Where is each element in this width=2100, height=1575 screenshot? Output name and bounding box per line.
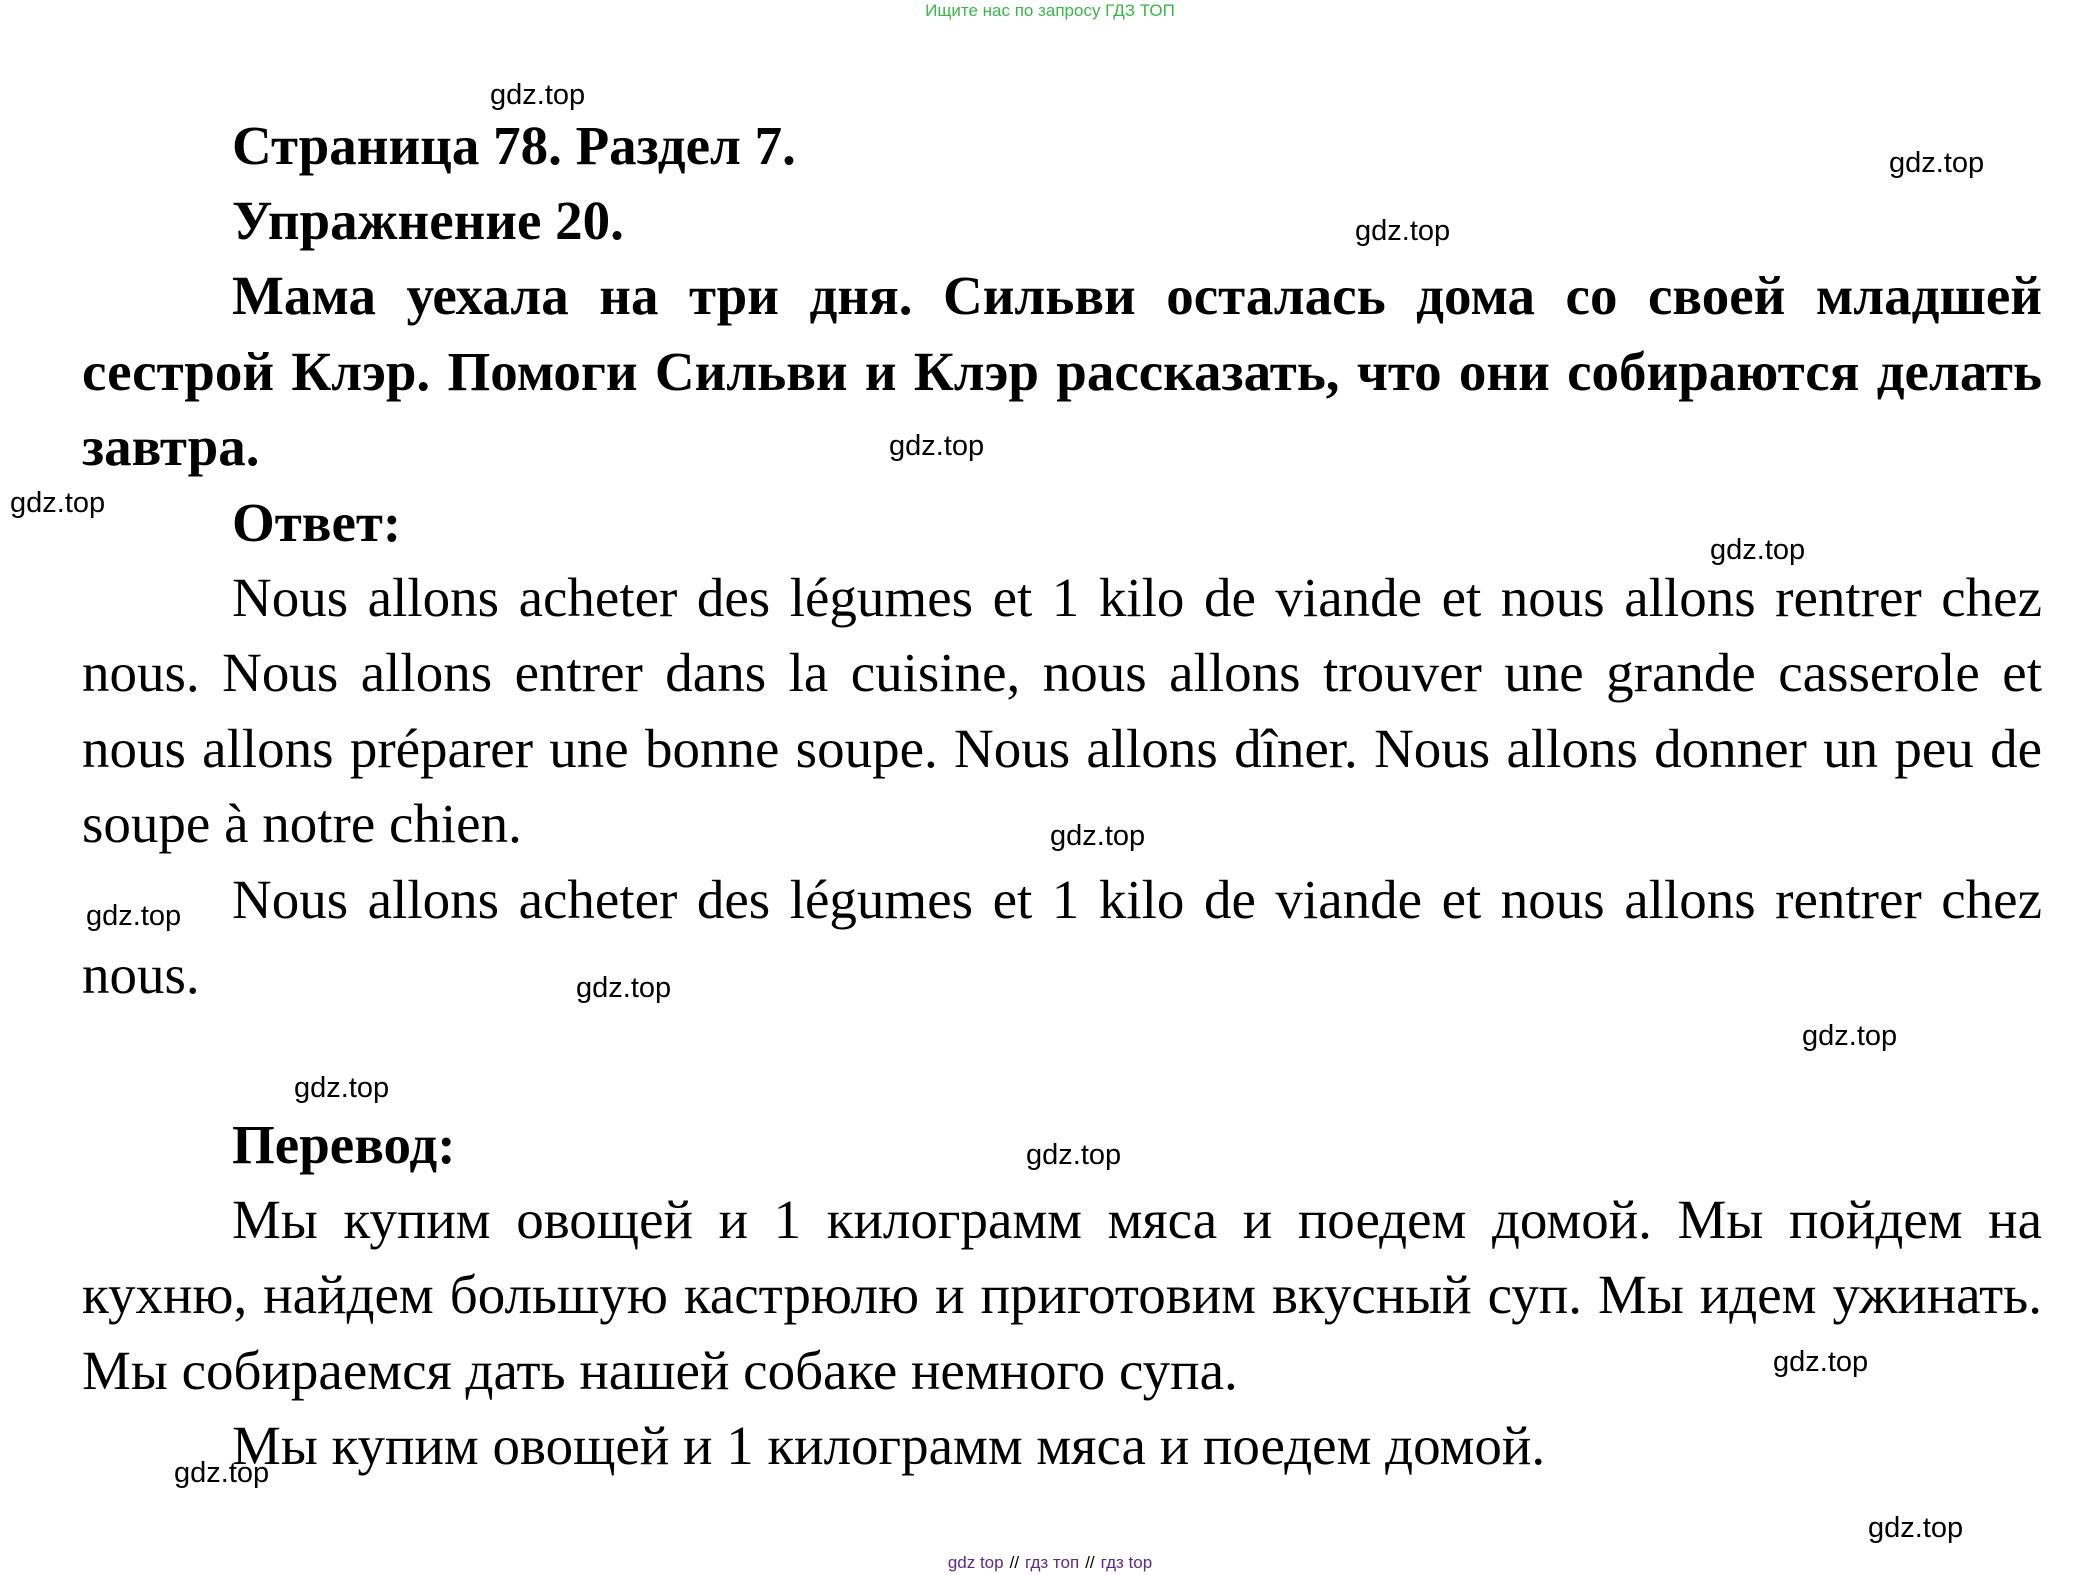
watermark: gdz.top — [576, 972, 672, 1004]
exercise-title: Упражнение 20. — [232, 190, 624, 251]
search-banner-text[interactable]: Ищите нас по запросу ГДЗ ТОП — [925, 1, 1175, 20]
answer-paragraph: Nous allons acheter des légumes et 1 kilo de viande et nous allons rentrer chez nous. Nous allons entrer dans la cuisine, nous allons trouver une grande casserole et nous allons préparer une bonne soupe. Nous allons dîner. Nous allons donner un peu de soupe à notre chien. — [82, 566, 2042, 854]
translation-heading: Перевод: — [232, 1113, 456, 1175]
watermark: gdz.top — [490, 79, 586, 111]
watermark: gdz.top — [86, 900, 182, 932]
watermark: gdz.top — [1773, 1346, 1869, 1378]
footer-link[interactable]: гдз top — [1100, 1553, 1153, 1572]
watermark: gdz.top — [294, 1072, 390, 1104]
answer-paragraph: Nous allons acheter des légumes et 1 kilo de viande et nous allons rentrer chez nous. — [82, 868, 2042, 1005]
translation-paragraph: Мы купим овощей и 1 килограмм мяса и поедем домой. Мы пойдем на кухню, найдем большую кастрюлю и приготовим вкусный суп. Мы идем ужинать. Мы собираемся дать нашей собаке немного супа. — [82, 1188, 2042, 1401]
watermark: gdz.top — [1889, 147, 1985, 179]
watermark: gdz.top — [889, 430, 985, 462]
document-page — [82, 108, 2042, 1484]
footer-link[interactable]: гдз топ — [1025, 1553, 1080, 1572]
footer-separator: // — [1085, 1553, 1095, 1572]
watermark: gdz.top — [1355, 215, 1451, 247]
translation-paragraph: Мы купим овощей и 1 килограмм мяса и поедем домой. — [232, 1415, 1546, 1476]
footer-links — [0, 1553, 2100, 1573]
watermark: gdz.top — [1050, 820, 1146, 852]
footer-separator: // — [1009, 1553, 1020, 1572]
watermark: gdz.top — [1026, 1139, 1122, 1171]
watermark: gdz.top — [10, 487, 106, 519]
task-text: Мама уехала на три дня. Сильви осталась дома со своей младшей сестрой Клэр. Помоги Сильви и Клэр рассказать, что они собираются делать завтра. — [82, 265, 2042, 477]
page-title: Страница 78. Раздел 7. — [232, 115, 796, 176]
watermark: gdz.top — [1868, 1512, 1964, 1544]
watermark: gdz.top — [174, 1457, 270, 1489]
search-banner[interactable] — [0, 0, 2100, 22]
watermark: gdz.top — [1710, 534, 1806, 566]
footer-link[interactable]: gdz top — [947, 1553, 1004, 1572]
answer-heading: Ответ: — [232, 491, 402, 553]
watermark: gdz.top — [1802, 1020, 1898, 1052]
